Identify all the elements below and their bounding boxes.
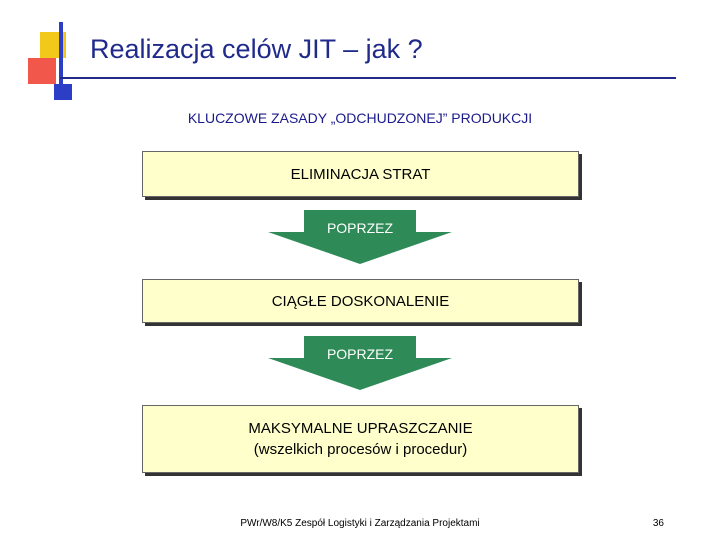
slide-subtitle: KLUCZOWE ZASADY „ODCHUDZONEJ” PRODUKCJI <box>187 110 533 126</box>
box-simplification-subtext: (wszelkich procesów i procedur) <box>253 441 468 458</box>
box-continuous-improvement <box>142 279 579 323</box>
arrow-down-1-shape <box>268 210 452 264</box>
box-elimination <box>142 151 579 197</box>
box-elimination-text: ELIMINACJA STRAT <box>290 165 431 183</box>
box-simplification <box>142 405 579 473</box>
arrow-down-2-shape <box>268 336 452 390</box>
slide-logo <box>26 22 76 92</box>
page-number: 36 <box>652 518 664 529</box>
arrow-down-1 <box>268 210 452 264</box>
arrow-down-2 <box>268 336 452 390</box>
box-continuous-improvement-text: CIĄGŁE DOSKONALENIE <box>271 292 450 310</box>
slide-title: Realizacja celów JIT – jak ? <box>90 34 423 64</box>
arrow-down-1-label: POPRZEZ <box>326 220 394 236</box>
logo-red-square <box>28 58 56 84</box>
logo-vertical-bar <box>59 22 63 92</box>
slide-footer: PWr/W8/K5 Zespół Logistyki i Zarządzania Projektami <box>240 518 480 529</box>
arrow-down-2-label: POPRZEZ <box>326 346 394 362</box>
title-underline <box>60 77 676 79</box>
logo-blue-square <box>54 84 72 100</box>
box-simplification-text: MAKSYMALNE UPRASZCZANIE <box>248 420 473 437</box>
